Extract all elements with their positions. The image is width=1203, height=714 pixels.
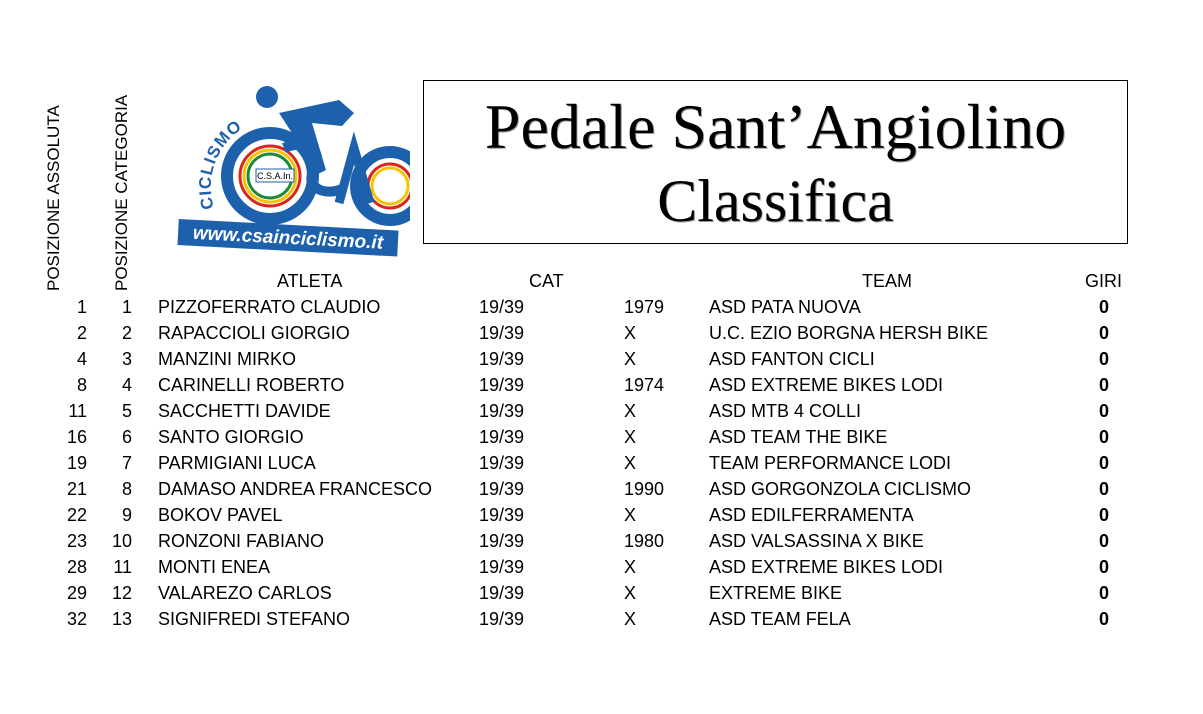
team-name: EXTREME BIKE — [709, 583, 843, 603]
table-row — [0, 346, 1203, 372]
logo-url-text: www.csainciclismo.it — [192, 222, 384, 254]
table-row — [0, 554, 1203, 580]
laps: 0 — [1098, 609, 1109, 629]
table-row — [0, 528, 1203, 554]
athlete-name: SIGNIFREDI STEFANO — [158, 609, 351, 629]
giri-header: GIRI — [1085, 271, 1123, 291]
position-categoria: 2 — [121, 323, 132, 343]
results-table — [0, 294, 1203, 632]
page-subtitle: Classifica — [657, 168, 894, 234]
posizione-categoria-header: POSIZIONE CATEGORIA — [112, 94, 131, 291]
team-header: TEAM — [862, 271, 913, 291]
position-categoria: 4 — [121, 375, 132, 395]
athlete-name: RAPACCIOLI GIORGIO — [158, 323, 350, 343]
laps: 0 — [1098, 427, 1109, 447]
athlete-name: BOKOV PAVEL — [158, 505, 283, 525]
laps: 0 — [1098, 349, 1109, 369]
team-name: ASD GORGONZOLA CICLISMO — [709, 479, 972, 499]
category: 19/39 — [479, 323, 525, 343]
position-assoluta: 2 — [76, 323, 87, 343]
athlete-name: VALAREZO CARLOS — [158, 583, 332, 603]
position-assoluta: 23 — [66, 531, 87, 551]
birth-year: 1974 — [624, 375, 665, 395]
birth-year: X — [624, 583, 637, 603]
team-name: ASD EXTREME BIKES LODI — [709, 557, 944, 577]
event-title: Pedale Sant’Angiolino — [484, 91, 1067, 162]
position-categoria: 7 — [121, 453, 132, 473]
laps: 0 — [1098, 505, 1109, 525]
title-box — [423, 80, 1128, 244]
team-name: ASD PATA NUOVA — [709, 297, 861, 317]
team-name: U.C. EZIO BORGNA HERSH BIKE — [709, 323, 989, 343]
category: 19/39 — [479, 531, 525, 551]
category: 19/39 — [479, 401, 525, 421]
category: 19/39 — [479, 427, 525, 447]
birth-year: X — [624, 323, 637, 343]
position-categoria: 8 — [121, 479, 132, 499]
position-assoluta: 29 — [66, 583, 87, 603]
table-row — [0, 320, 1203, 346]
birth-year: X — [624, 401, 637, 421]
laps: 0 — [1098, 453, 1109, 473]
athlete-name: PIZZOFERRATO CLAUDIO — [158, 297, 381, 317]
birth-year: 1990 — [624, 479, 665, 499]
position-assoluta: 22 — [66, 505, 87, 525]
position-categoria: 5 — [121, 401, 132, 421]
posizione-assoluta-header: POSIZIONE ASSOLUTA — [44, 105, 63, 291]
position-assoluta: 21 — [66, 479, 87, 499]
laps: 0 — [1098, 583, 1109, 603]
birth-year: X — [624, 557, 637, 577]
team-name: ASD MTB 4 COLLI — [709, 401, 862, 421]
position-assoluta: 8 — [76, 375, 87, 395]
category: 19/39 — [479, 349, 525, 369]
category: 19/39 — [479, 453, 525, 473]
category: 19/39 — [479, 505, 525, 525]
table-row — [0, 450, 1203, 476]
team-name: ASD TEAM FELA — [709, 609, 851, 629]
table-row — [0, 580, 1203, 606]
birth-year: X — [624, 453, 637, 473]
athlete-name: MONTI ENEA — [158, 557, 271, 577]
position-categoria: 9 — [121, 505, 132, 525]
table-row — [0, 398, 1203, 424]
position-categoria: 1 — [121, 297, 132, 317]
team-name: ASD EDILFERRAMENTA — [709, 505, 914, 525]
logo-badge-text: C.S.A.In. — [256, 171, 294, 181]
category: 19/39 — [479, 375, 525, 395]
athlete-name: MANZINI MIRKO — [158, 349, 296, 369]
team-name: ASD TEAM THE BIKE — [709, 427, 888, 447]
team-name: TEAM PERFORMANCE LODI — [709, 453, 952, 473]
birth-year: X — [624, 427, 637, 447]
athlete-name: DAMASO ANDREA FRANCESCO — [158, 479, 433, 499]
table-row — [0, 606, 1203, 632]
athlete-name: CARINELLI ROBERTO — [158, 375, 345, 395]
team-name: ASD FANTON CICLI — [709, 349, 875, 369]
category: 19/39 — [479, 479, 525, 499]
position-assoluta: 16 — [66, 427, 87, 447]
birth-year: 1980 — [624, 531, 665, 551]
laps: 0 — [1098, 401, 1109, 421]
laps: 0 — [1098, 479, 1109, 499]
birth-year: 1979 — [624, 297, 665, 317]
table-row — [0, 502, 1203, 528]
position-assoluta: 32 — [66, 609, 87, 629]
position-categoria: 10 — [111, 531, 132, 551]
laps: 0 — [1098, 297, 1109, 317]
position-categoria: 12 — [111, 583, 132, 603]
athlete-name: RONZONI FABIANO — [158, 531, 325, 551]
position-assoluta: 1 — [76, 297, 87, 317]
logo-arc-text: CICLISMO — [195, 116, 246, 212]
laps: 0 — [1098, 557, 1109, 577]
laps: 0 — [1098, 531, 1109, 551]
position-assoluta: 28 — [66, 557, 87, 577]
position-assoluta: 4 — [76, 349, 87, 369]
position-categoria: 11 — [113, 557, 132, 577]
position-categoria: 6 — [121, 427, 132, 447]
category: 19/39 — [479, 609, 525, 629]
athlete-name: PARMIGIANI LUCA — [158, 453, 316, 473]
category: 19/39 — [479, 557, 525, 577]
cat-header: CAT — [529, 271, 564, 291]
laps: 0 — [1098, 323, 1109, 343]
athlete-name: SACCHETTI DAVIDE — [158, 401, 331, 421]
position-assoluta: 19 — [66, 453, 87, 473]
table-row — [0, 476, 1203, 502]
csain-ciclismo-logo — [174, 78, 410, 260]
team-name: ASD EXTREME BIKES LODI — [709, 375, 944, 395]
category: 19/39 — [479, 297, 525, 317]
position-categoria: 3 — [121, 349, 132, 369]
birth-year: X — [624, 505, 637, 525]
category: 19/39 — [479, 583, 525, 603]
table-row — [0, 372, 1203, 398]
laps: 0 — [1098, 375, 1109, 395]
table-row — [0, 424, 1203, 450]
atleta-header: ATLETA — [277, 271, 343, 291]
athlete-name: SANTO GIORGIO — [158, 427, 304, 447]
position-categoria: 13 — [111, 609, 132, 629]
team-name: ASD VALSASSINA X BIKE — [709, 531, 924, 551]
table-row — [0, 294, 1203, 320]
position-assoluta: 11 — [68, 401, 87, 421]
birth-year: X — [624, 609, 637, 629]
birth-year: X — [624, 349, 637, 369]
